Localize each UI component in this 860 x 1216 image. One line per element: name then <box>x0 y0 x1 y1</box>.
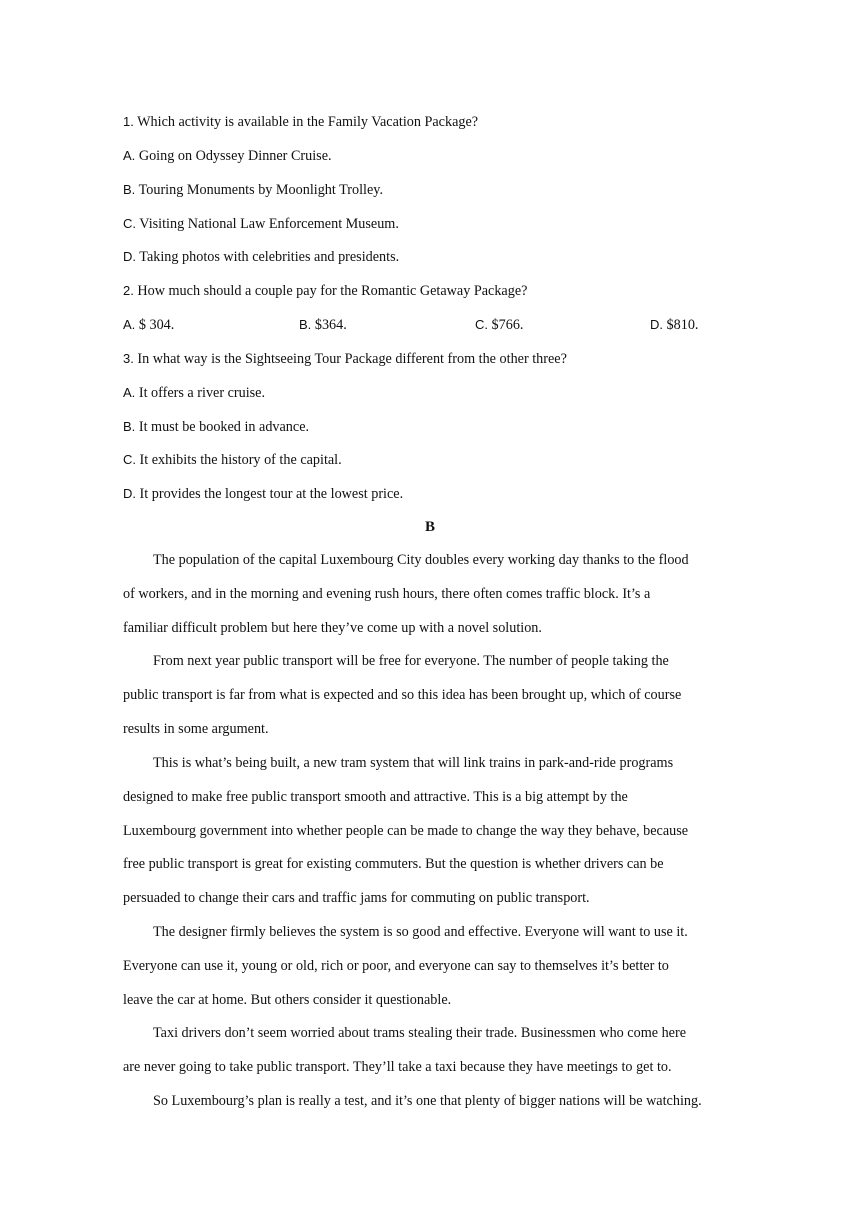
option-label: B. <box>123 182 136 197</box>
option-label: A. <box>123 385 136 400</box>
option-text: Touring Monuments by Moonlight Trolley. <box>138 182 384 198</box>
paragraph-line: public transport is far from what is expected and so this idea has been brought up, which of course <box>123 686 682 703</box>
paragraph-1 <box>123 544 743 645</box>
question-2-option-c <box>475 316 523 334</box>
question-2-option-d <box>650 316 698 334</box>
option-text: $364. <box>314 317 347 333</box>
question-text: Which activity is available in the Family Vacation Package? <box>137 114 479 130</box>
section-heading: B <box>424 519 435 535</box>
paragraph-line: results in some argument. <box>123 720 269 737</box>
question-2-option-a <box>123 316 174 334</box>
option-text: It exhibits the history of the capital. <box>139 452 342 468</box>
option-label: B. <box>299 317 312 332</box>
paragraph-2 <box>123 645 743 746</box>
paragraph-line: From next year public transport will be free for everyone. The number of people taking the <box>153 653 669 669</box>
option-text: It must be booked in advance. <box>138 419 310 435</box>
option-text: $766. <box>491 317 524 333</box>
paragraph-line: This is what’s being built, a new tram system that will link trains in park-and-ride programs <box>153 755 674 771</box>
question-2 <box>123 282 527 300</box>
option-text: Visiting National Law Enforcement Museum. <box>139 216 399 232</box>
option-text: $ 304. <box>138 317 175 333</box>
paragraph-line: Taxi drivers don’t seem worried about trams stealing their trade. Businessmen who come here <box>153 1025 686 1041</box>
option-text: Taking photos with celebrities and presidents. <box>139 249 400 265</box>
question-2-option-b <box>299 316 347 334</box>
option-text: $810. <box>666 317 699 333</box>
option-label: B. <box>123 419 136 434</box>
question-number: 3. <box>123 351 134 366</box>
option-label: C. <box>123 452 136 467</box>
question-1 <box>123 113 478 131</box>
option-text: It provides the longest tour at the lowest price. <box>139 486 404 502</box>
option-label: D. <box>650 317 663 332</box>
question-3 <box>123 350 567 368</box>
option-label: A. <box>123 317 136 332</box>
option-label: C. <box>123 216 136 231</box>
paragraph-line: free public transport is great for existing commuters. But the question is whether drivers can be <box>123 856 664 873</box>
question-1-option-c <box>123 215 399 233</box>
paragraph-line: are never going to take public transport. They’ll take a taxi because they have meetings to get to. <box>123 1058 672 1075</box>
question-1-option-b <box>123 181 383 199</box>
question-text: How much should a couple pay for the Romantic Getaway Package? <box>137 283 528 299</box>
option-text: Going on Odyssey Dinner Cruise. <box>138 148 332 164</box>
paragraph-line: familiar difficult problem but here they’ve come up with a novel solution. <box>123 619 542 636</box>
paragraph-5 <box>123 1017 743 1085</box>
question-1-option-d <box>123 248 399 266</box>
paragraph-line: designed to make free public transport smooth and attractive. This is a big attempt by the <box>123 788 628 805</box>
paragraph-line: Luxembourg government into whether people can be made to change the way they behave, because <box>123 822 689 839</box>
paragraph-line: The population of the capital Luxembourg City doubles every working day thanks to the flood <box>153 552 689 568</box>
paragraph-line: leave the car at home. But others consider it questionable. <box>123 991 452 1008</box>
paragraph-line: The designer firmly believes the system is so good and effective. Everyone will want to use it. <box>153 924 688 940</box>
option-label: D. <box>123 486 136 501</box>
option-text: It offers a river cruise. <box>138 385 266 401</box>
question-1-option-a <box>123 147 332 165</box>
option-label: A. <box>123 148 136 163</box>
option-label: C. <box>475 317 488 332</box>
question-number: 2. <box>123 283 134 298</box>
paragraph-3 <box>123 747 743 916</box>
question-3-option-a <box>123 384 265 402</box>
question-text: In what way is the Sightseeing Tour Package different from the other three? <box>137 351 567 367</box>
question-number: 1. <box>123 114 134 129</box>
paragraph-line: of workers, and in the morning and evening rush hours, there often comes traffic block. It’s a <box>123 585 651 602</box>
question-3-option-c <box>123 451 342 469</box>
option-label: D. <box>123 249 136 264</box>
paragraph-6 <box>123 1085 743 1119</box>
paragraph-line: So Luxembourg’s plan is really a test, and it’s one that plenty of bigger nations will be watching. <box>153 1093 702 1109</box>
question-3-option-d <box>123 485 403 503</box>
question-3-option-b <box>123 418 309 436</box>
paragraph-4 <box>123 916 743 1017</box>
paragraph-line: Everyone can use it, young or old, rich or poor, and everyone can say to themselves it’s better to <box>123 957 669 974</box>
paragraph-line: persuaded to change their cars and traffic jams for commuting on public transport. <box>123 890 590 907</box>
